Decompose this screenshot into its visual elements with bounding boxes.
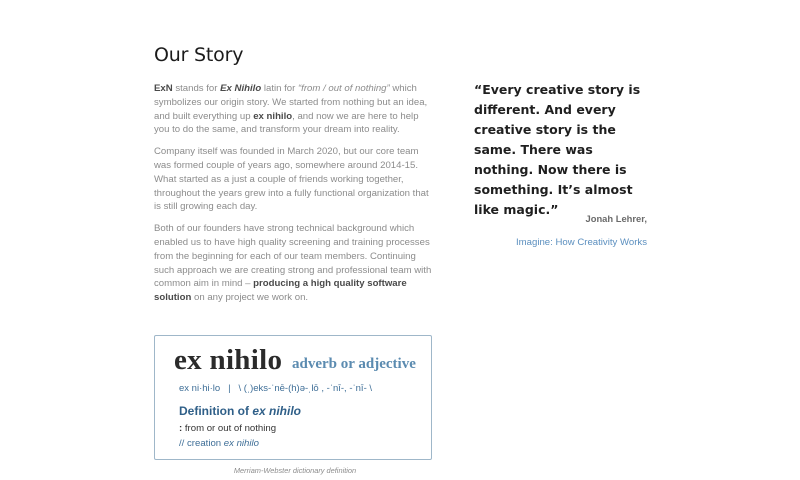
dictionary-caption: Merriam-Webster dictionary definition (233, 466, 357, 475)
story-text (154, 82, 436, 313)
definition-title-prefix: Definition of (179, 404, 253, 418)
story-p1-text-3: which symbolizes our origin story. We started from nothing but an idea, and built everything up (154, 83, 428, 122)
quote-source-link[interactable]: Imagine: How Creativity Works (516, 237, 647, 248)
example-prefix: // creation (179, 438, 224, 449)
section-title: Our Story (154, 44, 244, 66)
ex-nihilo-phrase: ex nihilo (253, 110, 293, 122)
abbr-exn: ExN (154, 83, 173, 94)
dictionary-pronunciation: ex ni·hi·lo | \ (ˌ)eks-ˈnē-(h)ə-ˌlō , -ˈnī-, -ˈnī- \ (179, 383, 373, 394)
example-word: ex nihilo (223, 438, 259, 449)
latin-meaning: “from / out of nothing” (297, 83, 390, 94)
definition-text: from or out of nothing (182, 423, 277, 434)
story-p1-text-2: latin for (261, 83, 298, 94)
story-p3-text-2: on any project we work on. (191, 292, 309, 304)
story-p1-text-4: , and now we are here to help you to do the same, and transform your dream into reality. (154, 110, 419, 136)
dictionary-definition-title (179, 404, 301, 418)
story-p3-text-1: Both of our founders have strong technical background which enabled us to have high quality screening and training processes from the beginning for each of our team members. Continuing such approach we are creating strong and professional team with common aim in mind – (154, 223, 432, 290)
dictionary-definition (179, 423, 276, 434)
dictionary-word: ex nihilo (174, 344, 283, 376)
story-p1-text-1: stands for (172, 83, 221, 94)
company-name: Ex Nihilo (220, 83, 262, 94)
story-paragraph-3 (154, 222, 436, 305)
dictionary-example (179, 438, 259, 449)
dictionary-part-of-speech: adverb or adjective (292, 356, 416, 372)
definition-marker: : (179, 423, 183, 434)
story-paragraph-1 (154, 82, 436, 137)
story-p3-highlight: producing a high quality software solution (154, 278, 407, 304)
definition-title-word: ex nihilo (252, 404, 302, 418)
quote-author: Jonah Lehrer, (585, 213, 647, 224)
quote-text: “Every creative story is different. And every creative story is the same. There was nothing. Now there is something. It’s almost like magic.” (474, 82, 641, 217)
dictionary-card (154, 335, 432, 460)
story-paragraph-2: Company itself was founded in March 2020, but our core team was formed couple of years ago, somewhere around 2014-15. What started as a just a couple of friends working together, throughout the years grew into a fully functional organization that is still growing each day. (154, 146, 429, 213)
